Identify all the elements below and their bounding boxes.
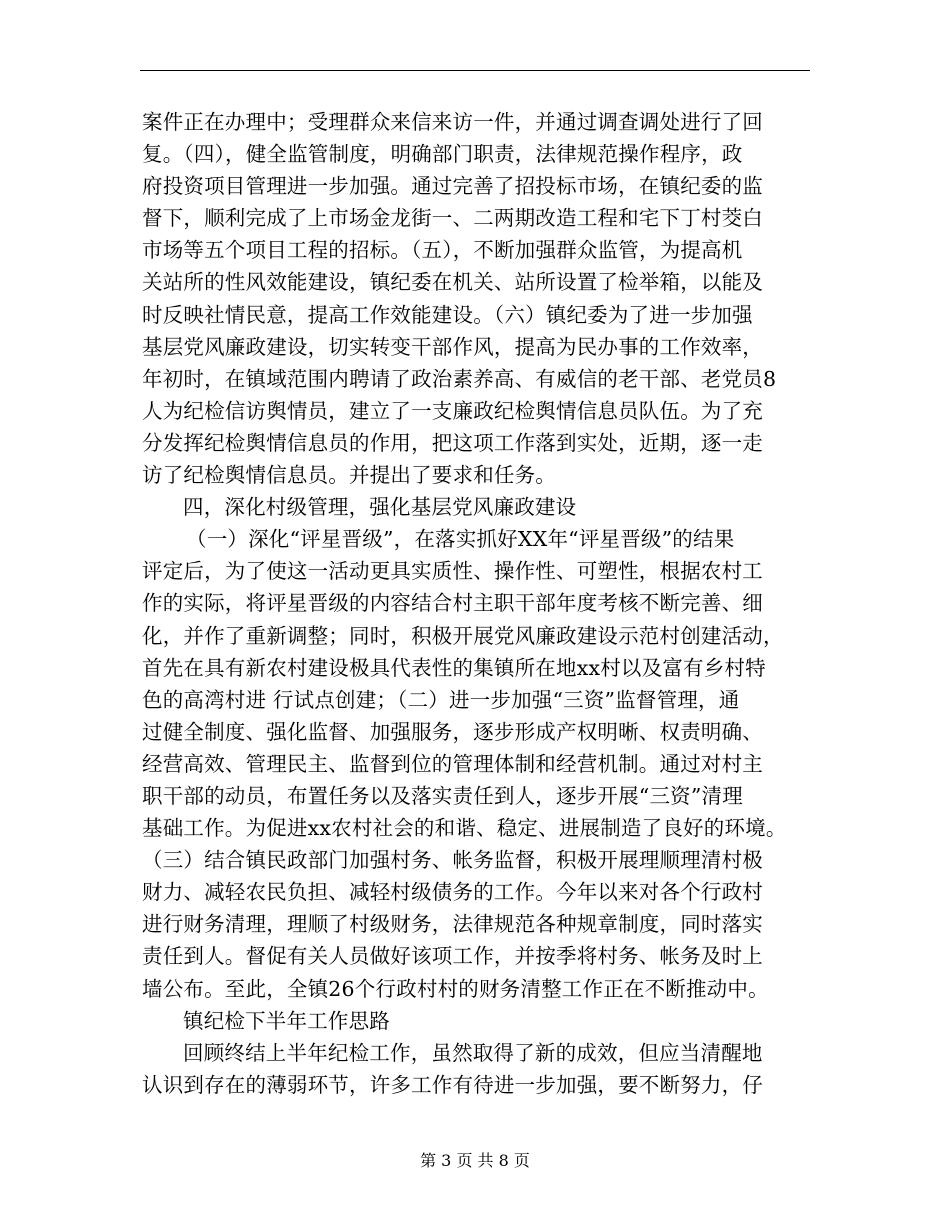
text-line: 基层党风廉政建设，切实转变干部作风，提高为民办事的工作效率， <box>142 334 763 359</box>
text-line: （三）结合镇民政部门加强村务、帐务监督，积极开展理顺理清村极 <box>142 848 763 873</box>
text-line: 访了纪检舆情信息员。并提出了要求和任务。 <box>142 463 556 488</box>
text-line: 职干部的动员，布置任务以及落实责任到人，逐步开展“三资”清理 <box>142 783 743 808</box>
header-rule <box>140 70 810 71</box>
text-line: 基础工作。为促进xx农村社会的和谐、稳定、进展制造了良好的环境。 <box>142 816 787 841</box>
text-line: 案件正在办理中；受理群众来信来访一件，并通过调查调处进行了回 <box>142 110 763 134</box>
text-line: 评定后，为了使这一活动更具实质性、操作性、可塑性，根据农村工 <box>142 559 763 584</box>
text-line: 人为纪检信访舆情员，建立了一支廉政纪检舆情信息员队伍。为了充 <box>142 398 763 423</box>
text-line: 色的高湾村进 行试点创建；（二）进一步加强“三资”监督管理，通 <box>142 687 740 712</box>
text-line: 年初时，在镇域范围内聘请了政治素养高、有威信的老干部、老党员8 <box>142 366 777 391</box>
text-line: 时反映社情民意，提高工作效能建设。（六）镇纪委为了进一步加强 <box>142 302 753 327</box>
text-line: 回顾终结上半年纪检工作，虽然取得了新的成效，但应当清醒地 <box>183 1040 763 1065</box>
text-line: 府投资项目管理进一步加强。通过完善了招投标市场，在镇纪委的监 <box>142 174 763 199</box>
section-heading: 四，深化村级管理，强化基层党风廉政建设 <box>183 495 577 520</box>
text-line: 过健全制度、强化监督、加强服务，逐步形成产权明晰、权责明确、 <box>142 719 763 744</box>
text-line: 复。（四），健全监管制度，明确部门职责，法律规范操作程序，政 <box>142 142 743 167</box>
document-body <box>142 106 822 1101</box>
text-line: 经营高效、管理民主、监督到位的管理体制和经营机制。通过对村主 <box>142 751 763 776</box>
text-line: 首先在具有新农村建设极具代表性的集镇所在地xx村以及富有乡村特 <box>142 655 766 680</box>
text-line: 督下，顺利完成了上市场金龙街一、二两期改造工程和宅下丁村茭白 <box>142 206 763 231</box>
text-line: 责任到人。督促有关人员做好该项工作，并按季将村务、帐务及时上 <box>142 944 763 969</box>
text-line: 作的实际，将评星晋级的内容结合村主职干部年度考核不断完善、细 <box>142 591 763 616</box>
text-line: 化，并作了重新调整；同时，积极开展党风廉政建设示范村创建活动， <box>142 623 784 648</box>
text-line: 认识到存在的薄弱环节，许多工作有待进一步加强，要不断努力，仔 <box>142 1072 763 1097</box>
text-line: 墙公布。至此，全镇26个行政村村的财务清整工作正在不断推动中。 <box>142 976 769 1001</box>
section-heading: 镇纪检下半年工作思路 <box>183 1008 390 1033</box>
text-line: 财力、减轻农民负担、减轻村级债务的工作。今年以来对各个行政村 <box>142 880 763 905</box>
text-line: （一）深化“评星晋级”，在落实抓好XX年“评星晋级”的结果 <box>186 527 735 552</box>
text-line: 进行财务清理，理顺了村级财务，法律规范各种规章制度，同时落实 <box>142 912 763 937</box>
text-line: 关站所的性风效能建设，镇纪委在机关、站所设置了检举箱，以能及 <box>142 270 763 295</box>
text-line: 分发挥纪检舆情信息员的作用，把这项工作落到实处，近期，逐一走 <box>142 430 763 455</box>
text-line: 市场等五个项目工程的招标。（五），不断加强群众监管，为提高机 <box>142 238 743 263</box>
page-footer: 第 3 页 共 8 页 <box>420 1151 530 1170</box>
